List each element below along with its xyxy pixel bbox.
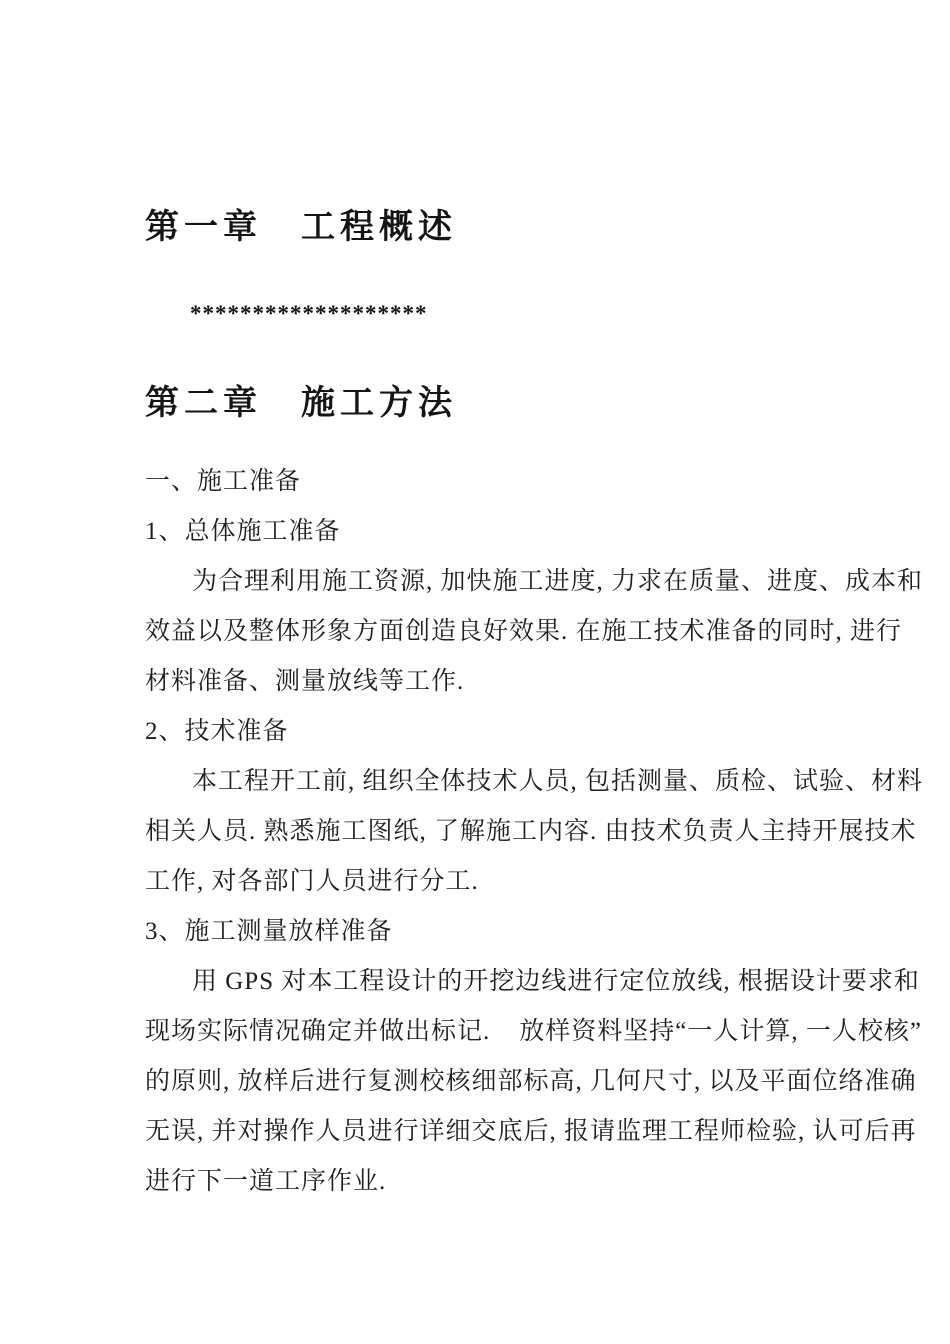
- paragraph-line: 效益以及整体形象方面创造良好效果. 在施工技术准备的同时, 进行: [145, 618, 903, 645]
- paragraph-line: 工作, 对各部门人员进行分工.: [145, 868, 479, 895]
- section-heading-line: 一、施工准备: [145, 468, 302, 495]
- paragraph-line: 本工程开工前, 组织全体技术人员, 包括测量、质检、试验、材料: [192, 768, 924, 795]
- paragraph-line: 用 GPS 对本工程设计的开挖边线进行定位放线, 根据设计要求和: [192, 968, 920, 995]
- paragraph-line: 为合理利用施工资源, 加快施工进度, 力求在质量、进度、成本和: [192, 568, 924, 595]
- paragraph-line: 的原则, 放样后进行复测校核细部标高, 几何尺寸, 以及平面位络准确: [145, 1068, 917, 1095]
- paragraph-line: 相关人员. 熟悉施工图纸, 了解施工内容. 由技术负责人主持开展技术: [145, 818, 917, 845]
- redacted-overview-line: *******************: [190, 301, 428, 326]
- document-content: [145, 208, 924, 1207]
- chapter-1-heading: 第一章 工程概述: [145, 209, 457, 246]
- paragraph-line: 无误, 并对操作人员进行详细交底后, 报请监理工程师检验, 认可后再: [145, 1118, 917, 1145]
- body-text-block: [145, 457, 924, 1207]
- chapter-2-heading: 第二章 施工方法: [145, 385, 457, 422]
- subsection-1-heading: 1、总体施工准备: [145, 518, 341, 545]
- paragraph-line: 材料准备、测量放线等工作.: [145, 668, 465, 695]
- subsection-2-heading: 2、技术准备: [145, 718, 289, 745]
- paragraph-line: 现场实际情况确定并做出标记. 放样资料坚持“一人计算, 一人校核”: [145, 1018, 922, 1045]
- subsection-3-heading: 3、施工测量放样准备: [145, 918, 393, 945]
- paragraph-line: 进行下一道工序作业.: [145, 1168, 387, 1195]
